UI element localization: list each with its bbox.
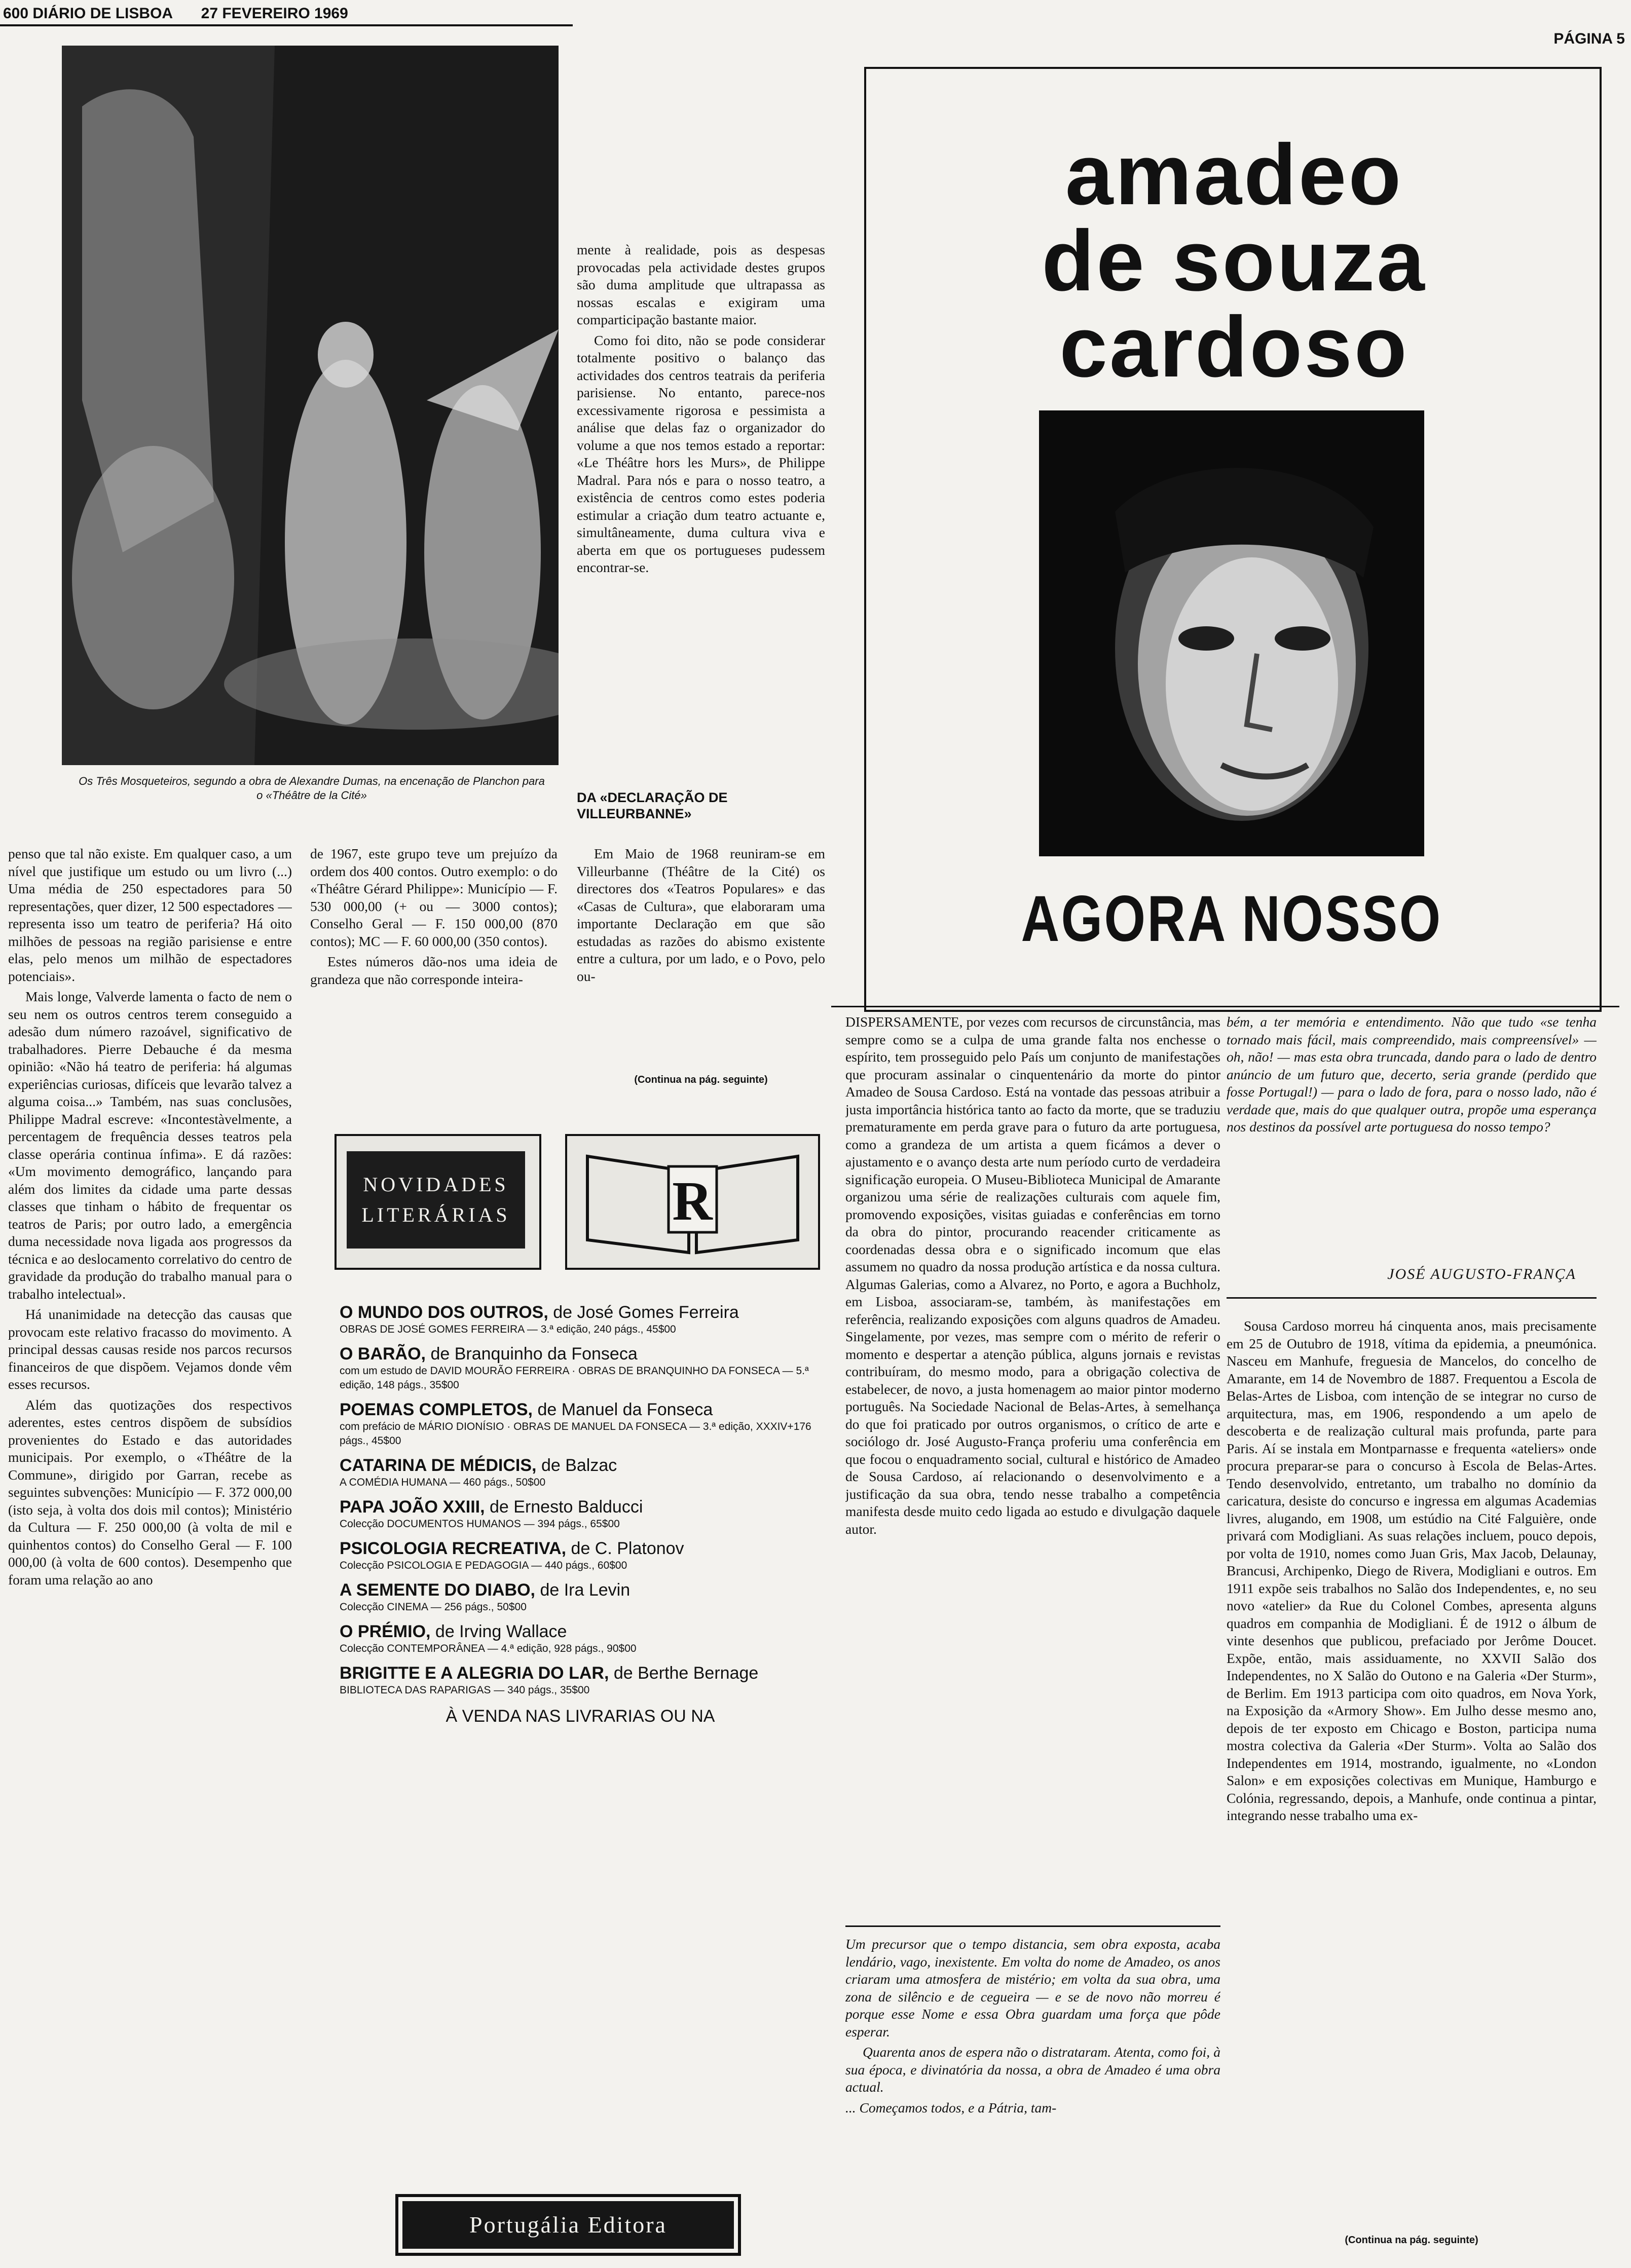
continua-amadeo: (Continua na pág. seguinte)	[1345, 2235, 1478, 2246]
headline: AGORA NOSSO	[1021, 883, 1442, 955]
theatre-col1-p1: penso que tal não existe. Em qualquer caso, a um nível que justifique um estudo ou um livro (...) Uma média de 250 espectadores para 50 representações, quer dizer, 12 500 espectadores — representa isso um teatro de periferia? Há oito milhões de pessoas na região parisiense e entre elas, pelo menos um milhão de espectadores potenciais».	[8, 846, 292, 984]
italic-p2: Quarenta anos de espera não o distrataram. Atenta, como foi, à sua época, e divinatória da nossa, a obra de Amadeo é uma obra actual.	[845, 2044, 1220, 2095]
italic-p1: Um precursor que o tempo distancia, sem obra exposta, acaba lendário, vago, inexistente. Em volta do nome de Amadeo, os anos criaram uma atmosfera de mistério; em volta da sua obra, uma zona de silêncio e de cegueira — e se de novo não morreu é porque esse Nome e essa Obra guardam uma força que pôde esperar.	[845, 1936, 1220, 2039]
amadeo-portrait-art	[1039, 410, 1424, 856]
book-author: de José Gomes Ferreira	[553, 1303, 739, 1322]
theatre-col2-p2: Estes números dão-nos uma ideia de grandeza que não corresponde inteira-	[310, 954, 558, 987]
title-underline	[831, 1006, 1619, 1007]
book-author: de Balzac	[541, 1456, 617, 1475]
book-entry	[340, 1400, 821, 1448]
theatre-col-3-top	[577, 241, 825, 778]
publisher-logo-box	[565, 1134, 820, 1270]
book-author: de Irving Wallace	[435, 1622, 567, 1641]
amadeo-title	[917, 127, 1551, 395]
title-line-3: cardoso	[1059, 299, 1409, 395]
separator-rule	[845, 1925, 1220, 1927]
title-line-1: amadeo	[1065, 127, 1403, 223]
book-detail: OBRAS DE JOSÉ GOMES FERREIRA — 3.ª edição, 240 págs., 45$00	[340, 1324, 676, 1335]
book-title: O PRÉMIO,	[340, 1622, 431, 1641]
page-number: PÁGINA 5	[1553, 30, 1625, 47]
header-left	[3, 5, 348, 22]
theatre-col-2	[310, 845, 558, 1073]
book-author: de Berthe Bernage	[613, 1664, 759, 1683]
continua-theatre: (Continua na pág. seguinte)	[634, 1074, 768, 1085]
portrait-photo	[1039, 410, 1424, 856]
book-entry	[340, 1344, 821, 1392]
signature: JOSÉ AUGUSTO-FRANÇA	[1387, 1266, 1576, 1282]
book-detail: Colecção CONTEMPORÂNEA — 4.ª edição, 928 págs., 90$00	[340, 1643, 637, 1654]
book-author: de Ernesto Balducci	[490, 1497, 643, 1517]
section-subhead: DA «DECLARAÇÃO DE VILLEURBANNE»	[577, 790, 728, 821]
book-detail: Colecção PSICOLOGIA E PEDAGOGIA — 440 págs., 60$00	[340, 1560, 627, 1571]
book-entry	[340, 1580, 821, 1614]
three-musketeers-photo-art	[62, 46, 559, 765]
book-detail: BIBLIOTECA DAS RAPARIGAS — 340 págs., 35$00	[340, 1684, 590, 1696]
book-entry	[340, 1663, 821, 1697]
title-line-2: de souza	[1042, 213, 1427, 309]
book-entry	[340, 1455, 821, 1490]
publisher-name: Portugália Editora	[469, 2212, 667, 2238]
book-detail: Colecção CINEMA — 256 págs., 50$00	[340, 1601, 527, 1613]
amadeo-intro: DISPERSAMENTE, por vezes com recursos de circunstância, mas sempre como se a culpa de uma grande falta nos enchesse o espírito, tem prosseguido pelo País um conjunto de manifestações que procuram assinalar o cinquentenário da morte do pintor Amadeo de Sousa Cardoso. Está na vontade das pessoas atribuir a justa importância histórica tanto ao facto da morte, que se traduziu prematuramente em perda grave para o futuro da arte portuguesa, como a grandeza de um artista a quem ficámos a dever o ajustamento e o avanço desta arte num período curto de verdadeira significação europeia. O Museu-Biblioteca Municipal de Amarante organizou uma série de realizações culturais com aquele fim, promovendo exposições, visitas guiadas e conferências em torno da obra do pintor, procurando reacender criticamente as coordenadas dessa obra e o significado incomum que elas assumem no quadro da nossa produção artística e da nossa cultura. Algumas Galerias, como a Alvarez, no Porto, e agora a Buchholz, em Lisboa, associaram-se, também, às manifestações em referência, realizando exposições com alguns quadros de Amadeu. Singelamente, por vezes, mas sempre com o mérito de referir o momento e despertar a atenção pública, alguns jornais e revistas contribuíram, do mesmo modo, para a obrigação colectiva de estabelecer, de novo, a justa homenagem ao maior pintor moderno português. Na Sociedade Nacional de Belas-Artes, à semelhança do que foi praticado por outros organismos, o crítico de arte e sociólogo dr. José Augusto-França proferiu uma conferência em que focou o enquadramento social, cultural e histórico de Amadeo de Sousa Cardoso, aí relacionando o desenvolvimento e a justificação da sua obra, tendo nesse trabalho a competência manifesta desde muito cedo ligada ao estudo e divulgação daquele autor.	[845, 1014, 1220, 1537]
issue-date: 27 FEVEREIRO 1969	[201, 5, 348, 22]
photo-caption: Os Três Mosqueteiros, segundo a obra de Alexandre Dumas, na encenação de Planchon para o «Théâtre de la Cité»	[79, 775, 545, 802]
svg-text:R: R	[672, 1170, 713, 1232]
book-entry	[340, 1621, 821, 1656]
amadeo-bio: Sousa Cardoso morreu há cinquenta anos, mais precisamente em 25 de Outubro de 1918, vítima da epidemia, a pneumónica. Nasceu em Manhufe, freguesia de Mancelos, do concelho de Amarante, em 14 de Novembro de 1887. Frequentou a Escola de Belas-Artes de Lisboa, com intenção de se integrar no curso de arquitectura, mas, em 1906, respondendo a um apelo de descoberta e de realização cultural mais profunda, parte para Paris. Aí se instala em Montparnasse e frequenta «ateliers» onde procura preparar-se para o concurso à Escola de Belas-Artes. Tendo desenvolvido, entretanto, um trabalho no domínio da caricatura, desiste do concurso e ingressa em algumas Academias livres, alugando, em 1908, um estúdio na Cité Falguière, onde privará com Modigliani. As suas relações incluem, pouco depois, por volta de 1910, nomes como Juan Gris, Max Jacob, Delaunay, Brancusi, Archipenko, Diego de Rivera, Modigliani e outros. Em 1911 expõe seis trabalhos no Salão dos Independentes, e, no seu novo «atelier» da Rue du Colonel Combes, apresenta alguns quadros em companhia de Modigliani. É de 1912 o álbum de vinte desenhos que publicou, prefaciado por Jerôme Doucet. Expõe, então, mais assiduamente, no XXVII Salão dos Independentes, no X Salão do Outono e na Galeria «Der Sturm», de Berlim. Em 1913 participa com oito quadros, em Nova York, na Exposição da «Armory Show». Em Julho desse mesmo ano, depois de ter exposto em Chicago e Boston, participa numa mostra colectiva da Galeria «Der Sturm». Volta ao Salão dos Independentes em 1914, mostrando, igualmente, no «London Salon» e em exposições colectivas em Munique, Hamburgo e Colónia, regressando, depois, a Manhufe, onde continua a pintar, integrando nesse trabalho uma ex-	[1227, 1318, 1597, 1823]
amadeo-col-left	[845, 1013, 1220, 1910]
publisher-box	[395, 2194, 741, 2256]
book-title: O MUNDO DOS OUTROS,	[340, 1303, 548, 1322]
book-title: CATARINA DE MÉDICIS,	[340, 1456, 537, 1475]
book-detail: com um estudo de DAVID MOURÃO FERREIRA · OBRAS DE BRANQUINHO DA FONSECA — 5.ª edição, 148 págs., 35$00	[340, 1365, 809, 1391]
header-rule	[0, 24, 573, 26]
book-entry	[340, 1302, 821, 1337]
sale-notice: À VENDA NAS LIVRARIAS OU NA	[446, 1707, 715, 1726]
newspaper-name: 600 DIÁRIO DE LISBOA	[3, 5, 172, 22]
amadeo-italic-right	[1227, 1013, 1597, 1246]
book-title: POEMAS COMPLETOS,	[340, 1400, 533, 1419]
ad-book-list	[340, 1302, 821, 1726]
book-detail: A COMÉDIA HUMANA — 460 págs., 50$00	[340, 1477, 546, 1488]
book-title: PSICOLOGIA RECREATIVA,	[340, 1539, 567, 1558]
book-author: de C. Platonov	[571, 1539, 684, 1558]
theatre-col3-p3: Em Maio de 1968 reuniram-se em Villeurbanne (Théâtre de la Cité) os directores dos «Teatros Populares» e das «Casas de Cultura», que elaboraram uma importante Declaração em que são estudadas as razões do abismo existente entre a cultura, por um lado, e o Povo, pelo ou-	[577, 846, 825, 984]
italic-right-p: bém, a ter memória e entendimento. Não que tudo «se tenha tornado mais fácil, mais compreendido, mais compreensível» — oh, não! — mas esta obra truncada, dando para o lado de dentro anúncio de um futuro que, decerto, seria grande (perdido que fosse Portugal!) — para o lado de fora, para o nosso lado, não é verdade que, mais do que qualquer outra, propõe uma esperança nos destinos da possível arte portuguesa do nosso tempo?	[1227, 1014, 1597, 1135]
amadeo-italic-left	[845, 1936, 1220, 2250]
book-title: O BARÃO,	[340, 1344, 426, 1364]
book-author: de Manuel da Fonseca	[537, 1400, 713, 1419]
theatre-col-1	[8, 845, 292, 2264]
novidades-box	[335, 1134, 541, 1270]
italic-p3: ... Começamos todos, e a Pátria, tam-	[845, 2099, 1057, 2115]
theatre-col1-p2: Mais longe, Valverde lamenta o facto de nem o seu nem os outros centros terem conseguido a adesão dum número razoável, significativo de trabalhadores. Pierre Debauche é da mesma opinião: «Não há teatro de periferia: há algumas experiências curiosas, difíceis que levarão talvez a alguma coisa...» Também, nas suas conclusões, Philippe Madral escreve: «Incontestàvelmente, a percentagem de frequência desses teatros pela classe operária continua ínfima». E dá razões: «Um movimento demográfico, lançando para além dos limites da cidade uma parte dessas classes que tinham o hábito de frequentar os teatros de Paris; por outro lado, a emergência duma necessidade nova ligada aos progressos da técnica e ao deslocamento correlativo do centro de gravidade da produção do trabalho manual para o trabalho intelectual».	[8, 989, 292, 1302]
book-title: A SEMENTE DO DIABO,	[340, 1580, 535, 1600]
banner-line-1: NOVIDADES	[363, 1173, 509, 1196]
ad-banner	[335, 1134, 821, 1271]
book-author: de Ira Levin	[540, 1580, 631, 1600]
amadeo-col-right	[1227, 1317, 1597, 2214]
theatre-col3-p1: mente à realidade, pois as despesas provocadas pela actividade destes grupos são duma amplitude que ultrapassa as nossas escalas e exigiram uma comparticipação bastante maior.	[577, 242, 825, 327]
theatre-col-3-bottom	[577, 845, 825, 1048]
book-author: de Branquinho da Fonseca	[430, 1344, 638, 1364]
theatre-col2-p1: de 1967, este grupo teve um prejuízo da ordem dos 400 contos. Outro exemplo: o do «Théâtre Gérard Philippe»: Município — F. 530 000,00 (+ ou — 3000 contos); Conselho Geral — F. 150 000,00 (870 contos); MC — F. 60 000,00 (350 contos).	[310, 846, 558, 949]
signature-rule	[1227, 1297, 1597, 1299]
theatre-photo	[62, 46, 559, 765]
open-book-icon	[567, 1136, 818, 1268]
book-detail: Colecção DOCUMENTOS HUMANOS — 394 págs., 65$00	[340, 1518, 620, 1530]
theatre-col1-p3: Há unanimidade na detecção das causas que provocam este relativo fracasso do movimento. A principal dessas causas reside nos parcos recursos financeiros de que dispõem. Vejamos donde vêm esses recursos.	[8, 1306, 292, 1392]
theatre-col3-p2: Como foi dito, não se pode considerar totalmente positivo o balanço das actividades dos centros teatrais da periferia parisiense. No entanto, parece-nos excessivamente rigorosa e pessimista a análise que delas faz o organizador do volume a que nos temos estado a reportar: «Le Théâtre hors les Murs», de Philippe Madral. Para nós e para o nosso teatro, a existência de centros como estes poderia estimular a criação dum teatro actuante e, simultâneamente, duma cultura viva e aberta em que os portugueses pudessem encontrar-se.	[577, 332, 825, 575]
banner-line-2: LITERÁRIAS	[361, 1203, 510, 1226]
book-title: PAPA JOÃO XXIII,	[340, 1497, 485, 1517]
book-detail: com prefácio de MÁRIO DIONÍSIO · OBRAS DE MANUEL DA FONSECA — 3.ª edição, XXXIV+176 págs., 45$00	[340, 1421, 811, 1447]
book-entry	[340, 1538, 821, 1573]
book-entry	[340, 1497, 821, 1531]
book-title: BRIGITTE E A ALEGRIA DO LAR,	[340, 1664, 609, 1683]
theatre-col1-p4: Além das quotizações dos respectivos aderentes, estes centros dispõem de subsídios provenientes do Estado e das autoridades municipais. Por exemplo, o «Théâtre de la Commune», dirigido por Garran, recebe as seguintes subvenções: Município — F. 372 000,00 (isto seja, à volta dos dois mil contos); Ministério da Cultura — F. 250 000,00 (à volta de mil e quinhentos contos) do Conselho Geral — F. 100 000,00 (à volta de 600 contos). Desempenho que foram uma relação ao ano	[8, 1396, 292, 1587]
